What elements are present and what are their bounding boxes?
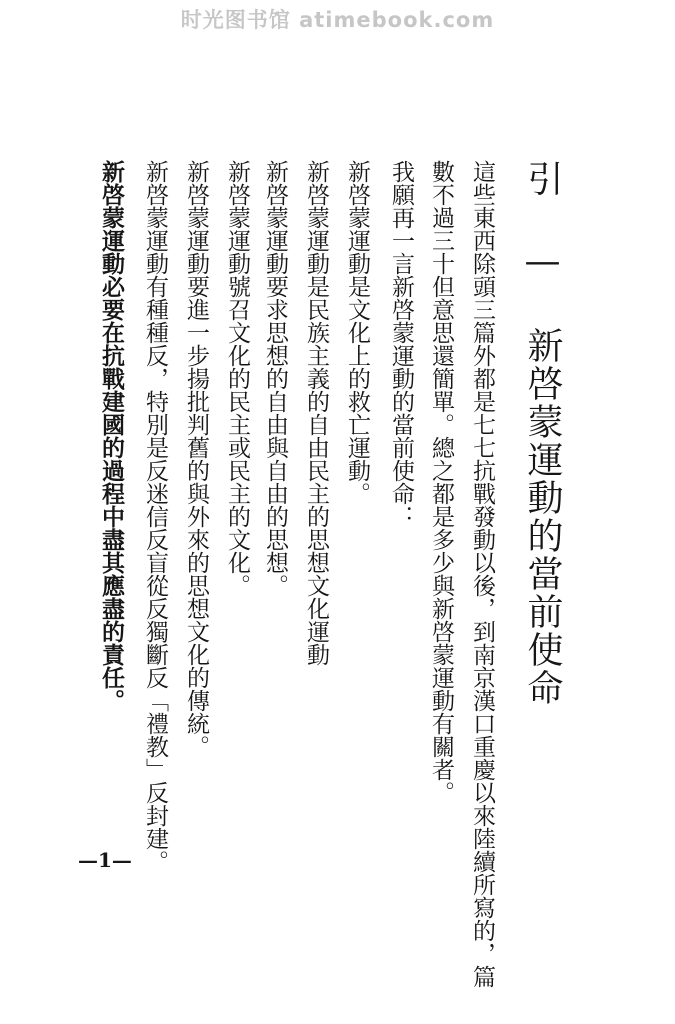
list-item: 新啓蒙運動必要在抗戰建國的過程中盡其應盡的責任。 — [98, 160, 125, 712]
page-number: —1— — [78, 848, 132, 872]
list-item: 新啓蒙運動有種種反，特別是反迷信反盲從反獨斷反「禮教」反封建。 — [142, 160, 168, 873]
list-item: 新啓蒙運動號召文化的民主或民主的文化。 — [224, 160, 250, 597]
list-item: 新啓蒙運動是民族主義的自由民主的思想文化運動 — [303, 160, 329, 666]
paragraph-1: 這些東西除頭三篇外都是七七抗戰發動以後，到南京漢口重慶以來陸續所寫的，篇 — [469, 160, 495, 988]
paragraph-intro: 我願再一言新啓蒙運動的當前使命： — [388, 160, 414, 528]
list-item: 新啓蒙運動要進一步揚批判舊的與外來的思想文化的傳統。 — [183, 160, 209, 758]
watermark: 时光图书馆 atimebook.com — [180, 8, 495, 32]
list-item: 新啓蒙運動要求思想的自由與自由的思想。 — [262, 160, 288, 597]
chapter-title: 引 — 新啓蒙運動的當前使命 — [522, 160, 563, 707]
list-item: 新啓蒙運動是文化上的救亡運動。 — [344, 160, 370, 505]
paragraph-1-cont: 數不過三十但意思還簡單。總之都是多少與新啓蒙運動有關者。 — [428, 160, 454, 804]
